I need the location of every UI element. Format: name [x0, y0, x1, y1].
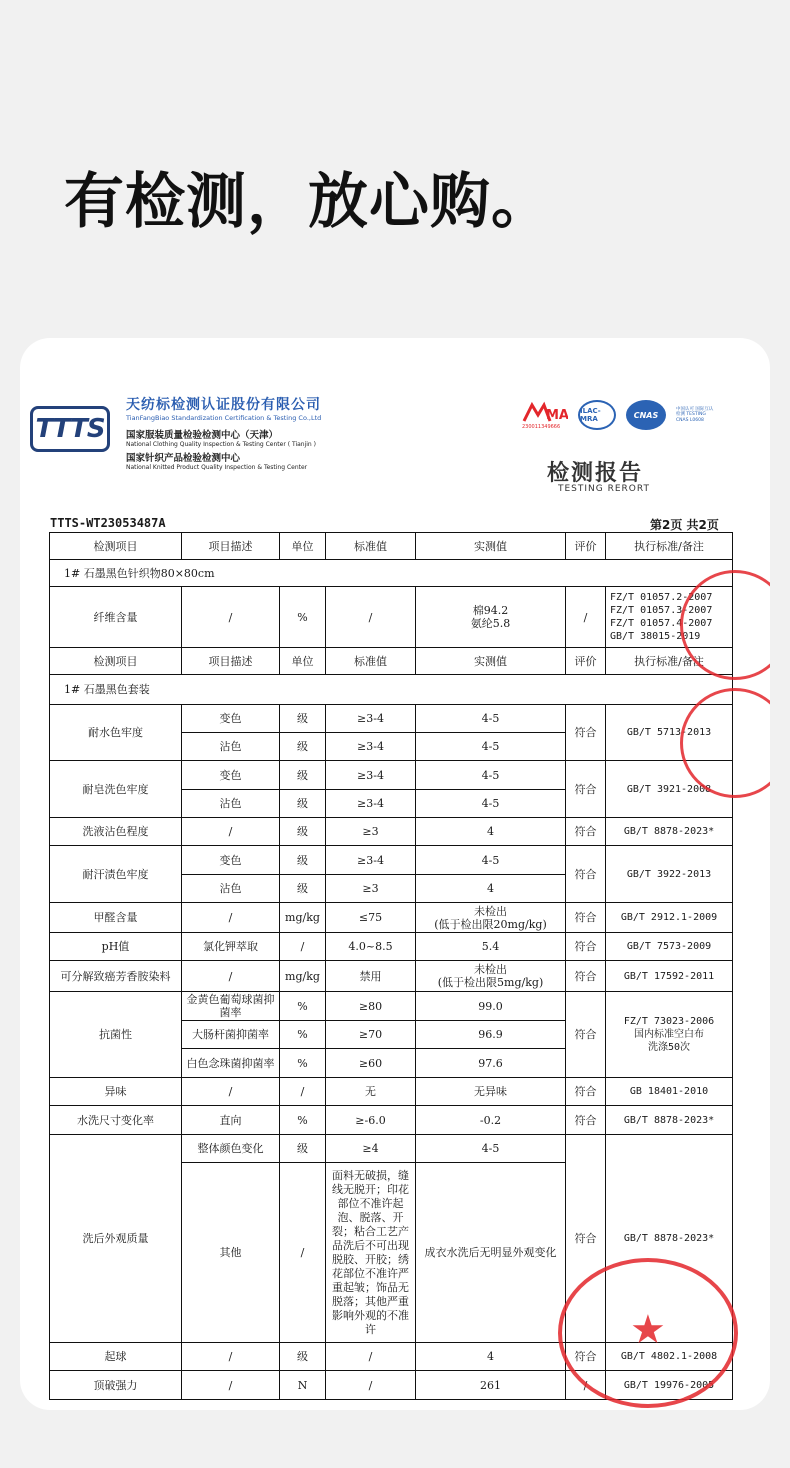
- report-title: 检测报告: [547, 461, 644, 486]
- header-cell: 实测值: [416, 533, 566, 560]
- test-desc: 沾色: [182, 733, 280, 761]
- test-eval: 符合: [566, 1135, 606, 1343]
- test-desc: 大肠杆菌抑菌率: [182, 1021, 280, 1049]
- test-item: pH值: [50, 933, 182, 961]
- test-std: ≥3: [326, 818, 416, 846]
- test-item: 耐水色牢度: [50, 705, 182, 761]
- report-title-en: TESTING RERORT: [558, 484, 650, 494]
- test-standard: GB/T 17592-2011: [606, 961, 733, 992]
- test-eval: 符合: [566, 1078, 606, 1106]
- test-std: /: [326, 587, 416, 648]
- org-name-en: TianFangBiao Standardization Certification & Testing Co.,Ltd: [126, 414, 322, 422]
- test-standard: GB/T 19976-2005: [606, 1371, 733, 1400]
- test-item: 纤维含量: [50, 587, 182, 648]
- test-item: 耐汗渍色牢度: [50, 846, 182, 903]
- test-desc: 变色: [182, 846, 280, 875]
- table-row: [50, 961, 733, 992]
- test-item: 起球: [50, 1343, 182, 1371]
- cma-number: 230011349666: [522, 424, 561, 429]
- test-measured: 4-5: [416, 790, 566, 818]
- header-cell: 项目描述: [182, 648, 280, 675]
- test-eval: 符合: [566, 1106, 606, 1135]
- report-number: TTTS-WT23053487A: [50, 516, 166, 530]
- test-desc: /: [182, 1343, 280, 1371]
- test-std: /: [326, 1371, 416, 1400]
- test-unit: 级: [280, 846, 326, 875]
- center2-name-en: National Knitted Product Quality Inspection & Testing Center: [126, 464, 308, 471]
- test-eval: 符合: [566, 933, 606, 961]
- logo-text: TTTS: [35, 414, 105, 444]
- test-eval: 符合: [566, 818, 606, 846]
- test-eval: 符合: [566, 903, 606, 933]
- test-std: ≥3-4: [326, 733, 416, 761]
- test-unit: N: [280, 1371, 326, 1400]
- test-unit: %: [280, 992, 326, 1021]
- test-item: 异味: [50, 1078, 182, 1106]
- header-cell: 单位: [280, 648, 326, 675]
- test-desc: 整体颜色变化: [182, 1135, 280, 1163]
- sample-label: 1# 石墨黑色套装: [50, 675, 733, 705]
- test-desc: 变色: [182, 705, 280, 733]
- table-row: [50, 1078, 733, 1106]
- test-measured: 4: [416, 818, 566, 846]
- test-standard: GB/T 3922-2013: [606, 846, 733, 903]
- test-item: 洗后外观质量: [50, 1135, 182, 1343]
- test-unit: %: [280, 1021, 326, 1049]
- header-cell: 检测项目: [50, 648, 182, 675]
- test-standard: GB/T 7573-2009: [606, 933, 733, 961]
- test-standard: GB 18401-2010: [606, 1078, 733, 1106]
- test-standard: GB/T 8878-2023*: [606, 1106, 733, 1135]
- test-unit: %: [280, 1049, 326, 1078]
- test-unit: mg/kg: [280, 961, 326, 992]
- page-headline: 有检测，放心购。: [64, 167, 552, 237]
- test-measured: 4-5: [416, 705, 566, 733]
- test-std: /: [326, 1343, 416, 1371]
- test-std: ≥3-4: [326, 790, 416, 818]
- test-eval: 符合: [566, 705, 606, 761]
- test-item: 耐皂洗色牢度: [50, 761, 182, 818]
- test-std: 4.0~8.5: [326, 933, 416, 961]
- test-standard: GB/T 5713-2013: [606, 705, 733, 761]
- test-standard: GB/T 2912.1-2009: [606, 903, 733, 933]
- test-std: ≥4: [326, 1135, 416, 1163]
- test-eval: 符合: [566, 846, 606, 903]
- sample-row: [50, 675, 733, 705]
- test-measured: 棉94.2 氨纶5.8: [416, 587, 566, 648]
- test-unit: 级: [280, 761, 326, 790]
- test-eval: 符合: [566, 761, 606, 818]
- table-row: [50, 933, 733, 961]
- header-cell: 标准值: [326, 648, 416, 675]
- test-standard: GB/T 8878-2023*: [606, 818, 733, 846]
- test-measured: 无异味: [416, 1078, 566, 1106]
- header-cell: 执行标准/备注: [606, 533, 733, 560]
- test-unit: 级: [280, 1343, 326, 1371]
- test-standard: GB/T 3921-2008: [606, 761, 733, 818]
- test-desc: /: [182, 903, 280, 933]
- table-row: [50, 818, 733, 846]
- cma-logo: [520, 401, 568, 429]
- test-item: 甲醛含量: [50, 903, 182, 933]
- test-measured: 99.0: [416, 992, 566, 1021]
- sample-row: [50, 560, 733, 587]
- cnas-logo: CNAS: [626, 400, 666, 430]
- test-measured: -0.2: [416, 1106, 566, 1135]
- header-cell: 实测值: [416, 648, 566, 675]
- center2-name: 国家针织产品检验检测中心: [126, 453, 241, 464]
- test-std: ≥3-4: [326, 761, 416, 790]
- table-row: [50, 1106, 733, 1135]
- test-unit: mg/kg: [280, 903, 326, 933]
- test-measured: 4: [416, 1343, 566, 1371]
- test-desc: 沾色: [182, 790, 280, 818]
- ttts-logo: [30, 406, 110, 452]
- header-cell: 检测项目: [50, 533, 182, 560]
- test-std: ≥3-4: [326, 705, 416, 733]
- test-item: 抗菌性: [50, 992, 182, 1078]
- test-item: 顶破强力: [50, 1371, 182, 1400]
- table-row: [50, 846, 733, 875]
- test-desc: 金黄色葡萄球菌抑菌率: [182, 992, 280, 1021]
- test-desc: 变色: [182, 761, 280, 790]
- test-std: ≥60: [326, 1049, 416, 1078]
- table-row: [50, 1371, 733, 1400]
- test-eval: /: [566, 1371, 606, 1400]
- test-desc: /: [182, 1078, 280, 1106]
- cnas-caption: 中国认可 国际互认 检测 TESTING CNAS L0608: [676, 406, 714, 423]
- table-row: [50, 992, 733, 1021]
- test-standard: FZ/T 73023-2006 国内标准空白布 洗涤50次: [606, 992, 733, 1078]
- header-cell: 执行标准/备注: [606, 648, 733, 675]
- test-std: ≥3-4: [326, 846, 416, 875]
- test-standard: GB/T 4802.1-2008: [606, 1343, 733, 1371]
- test-measured: 5.4: [416, 933, 566, 961]
- test-standard: FZ/T 01057.2-2007 FZ/T 01057.3-2007 FZ/T 01057.4-2007 GB/T 38015-2019: [606, 587, 733, 648]
- test-unit: 级: [280, 875, 326, 903]
- test-std: ≥70: [326, 1021, 416, 1049]
- test-measured: 未检出 (低于检出限5mg/kg): [416, 961, 566, 992]
- test-eval: 符合: [566, 961, 606, 992]
- test-std: 无: [326, 1078, 416, 1106]
- table-row: [50, 1343, 733, 1371]
- test-std: ≥-6.0: [326, 1106, 416, 1135]
- test-eval: 符合: [566, 1343, 606, 1371]
- table-header-row: [50, 533, 733, 560]
- header-cell: 项目描述: [182, 533, 280, 560]
- org-name: 天纺标检测认证股份有限公司: [126, 397, 321, 413]
- table-row: [50, 705, 733, 733]
- test-standard: GB/T 8878-2023*: [606, 1135, 733, 1343]
- test-item: 可分解致癌芳香胺染料: [50, 961, 182, 992]
- test-unit: 级: [280, 705, 326, 733]
- star-icon: ★: [630, 1307, 666, 1353]
- test-measured: 4: [416, 875, 566, 903]
- test-desc: 氯化钾萃取: [182, 933, 280, 961]
- test-measured: 4-5: [416, 733, 566, 761]
- test-measured: 261: [416, 1371, 566, 1400]
- test-measured: 4-5: [416, 1135, 566, 1163]
- test-unit: %: [280, 1106, 326, 1135]
- test-unit: 级: [280, 733, 326, 761]
- table-row: [50, 903, 733, 933]
- test-measured: 97.6: [416, 1049, 566, 1078]
- test-eval: /: [566, 587, 606, 648]
- test-desc: 直向: [182, 1106, 280, 1135]
- test-unit: 级: [280, 790, 326, 818]
- test-desc: /: [182, 587, 280, 648]
- test-results-table: [49, 532, 733, 1400]
- test-item: 水洗尺寸变化率: [50, 1106, 182, 1135]
- org-header: [126, 394, 321, 473]
- test-measured: 成衣水洗后无明显外观变化: [416, 1163, 566, 1343]
- test-desc: /: [182, 818, 280, 846]
- header-cell: 标准值: [326, 533, 416, 560]
- test-measured: 4-5: [416, 761, 566, 790]
- test-unit: 级: [280, 1135, 326, 1163]
- test-eval: 符合: [566, 992, 606, 1078]
- ilac-mra-logo: ILAC-MRA: [578, 400, 616, 430]
- test-unit: %: [280, 587, 326, 648]
- table-row: [50, 1135, 733, 1163]
- test-item: 洗液沾色程度: [50, 818, 182, 846]
- test-unit: /: [280, 1078, 326, 1106]
- test-unit: /: [280, 1163, 326, 1343]
- test-desc: 白色念珠菌抑菌率: [182, 1049, 280, 1078]
- header-cell: 评价: [566, 533, 606, 560]
- test-measured: 4-5: [416, 846, 566, 875]
- center1-name-en: National Clothing Quality Inspection & Testing Center ( Tianjin ): [126, 441, 316, 448]
- header-cell: 单位: [280, 533, 326, 560]
- test-std: 面料无破损，缝线无脱开；印花部位不准许起泡、脱落、开裂；粘合工艺产品洗后不可出现脱胶、开胶；绣花部位不准许严重起皱；饰品无脱落；其他严重影响外观的不准许: [326, 1163, 416, 1343]
- test-measured: 96.9: [416, 1021, 566, 1049]
- test-std: ≤75: [326, 903, 416, 933]
- test-std: 禁用: [326, 961, 416, 992]
- test-measured: 未检出 (低于检出限20mg/kg): [416, 903, 566, 933]
- test-unit: 级: [280, 818, 326, 846]
- page-number: 第2页 共2页: [650, 518, 719, 532]
- table-row: [50, 587, 733, 648]
- center1-name: 国家服装质量检验检测中心（天津）: [126, 430, 279, 441]
- test-unit: /: [280, 933, 326, 961]
- test-std: ≥3: [326, 875, 416, 903]
- header-cell: 评价: [566, 648, 606, 675]
- table-header-row: [50, 648, 733, 675]
- sample-label: 1# 石墨黑色针织物80×80cm: [50, 560, 733, 587]
- test-std: ≥80: [326, 992, 416, 1021]
- table-row: [50, 761, 733, 790]
- report-card: [20, 338, 770, 1410]
- test-desc: /: [182, 1371, 280, 1400]
- test-desc: 沾色: [182, 875, 280, 903]
- test-desc: 其他: [182, 1163, 280, 1343]
- test-desc: /: [182, 961, 280, 992]
- cert-logos: [520, 400, 714, 430]
- cma-text: MA: [546, 408, 568, 423]
